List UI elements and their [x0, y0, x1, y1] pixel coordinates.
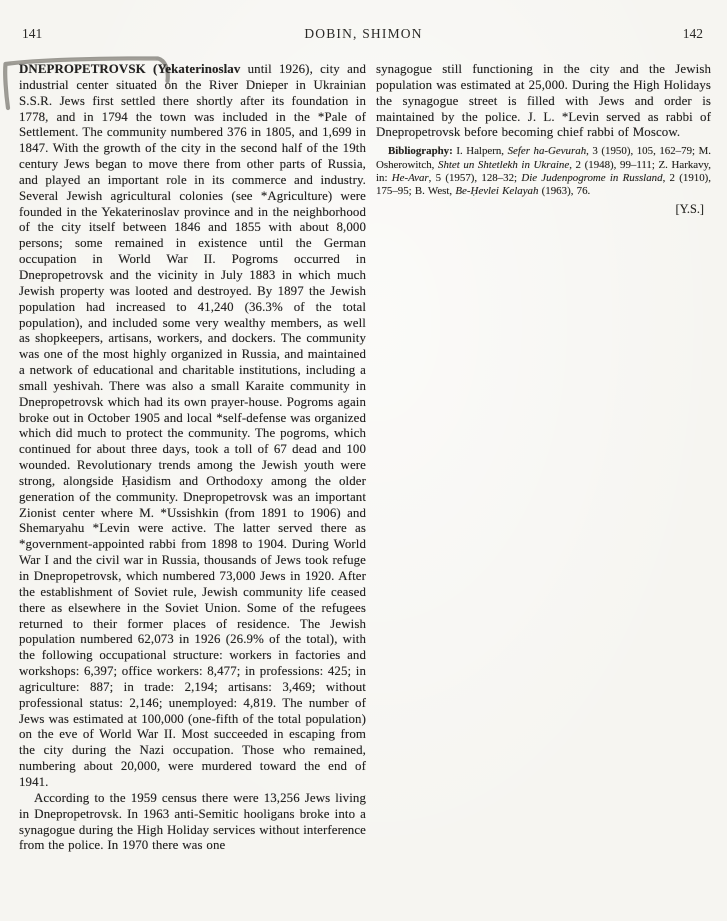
article-continuation: synagogue still functioning in the city and the Jewish population was estimated at 25,000. During the High Holidays the synagogue street is filled with Jews and order is maintained by the police. J. L. *Levin served as rabbi of Dnepropetrovsk before becoming chief rabbi of Moscow. — [376, 62, 711, 140]
text-segment: (1963), 76. — [538, 185, 591, 198]
article-paragraph-2: According to the 1959 census there were 13,256 Jews living in Dnepropetrovsk. In 1963 anti-Semitic hooligans broke into a synagogue during the High Holiday services without interference from the police. In 1970 there was one — [19, 790, 366, 853]
text-segment: , 2 (1948), 99–111; Z. Harkavy, in: — [376, 158, 711, 185]
right-column — [376, 62, 711, 854]
text-segment: Sefer ha-Gevurah — [507, 145, 587, 158]
pencil-bracket-texture2 — [6, 68, 7, 102]
text-segment: until 1926), city and industrial center situated on the River Dnieper in Ukrainian S.S.R. Jews first settled there shortly after its foundation in 1778, and in 1794 the town was included in the *Pale of Settlement. The community numbered 376 in 1805, and 1,699 in 1847. With the growth of the city in the second half of the 19th century Jews began to move there from other parts of Russia, and played an important role in its commerce and industry. Several Jewish agricultural colonies (see *Agriculture) were founded in the Yekaterinoslav province and in the neighborhood of the city itself between 1846 and 1855 with about 8,000 persons; some remained in existence until the German occupation in World War II. Pogroms occurred in Dnepropetrovsk and the vicinity in July 1883 in which much Jewish property was looted and destroyed. By 1897 the Jewish population had increased to 41,240 (36.3% of the total population), and included some very wealthy members, as well as shopkeepers, artisans, workers, and dockers. The community was one of the most highly organized in Russia, and maintained a network of educational and charitable institutions, including a small yeshivah. There was also a small Karaite community in Dnepropetrovsk which had its own prayer-house. Pogroms again broke out in October 1905 and local *self-defense was organized which did much to protect the community. The pogroms, which continued for about three days, took a toll of 67 dead and 100 wounded. Revolutionary trends among the Jewish youth were strong, alongside Ḥasidism and Orthodoxy among the older generation of the community. Dnepropetrovsk was an important Zionist center where M. *Ussishkin (from 1891 to 1906) and Shemaryahu *Levin were active. The latter served there as *government-appointed rabbi from 1898 to 1904. During World War I and the civil war in Russia, thousands of Jews took refuge in Dnepropetrovsk, which numbered 73,000 Jews in 1920. After the establishment of Soviet rule, Jewish community life ceased there as elsewhere in the Soviet Union. Some of the refugees returned to their former places of residence. The Jewish population numbered 62,073 in 1926 (26.9% of the total), with the following occupational structure: workers in factories and workshops: 6,397; office workers: 8,477; in professions: 425; in agriculture: 887; in trade: 2,194; artisans: 3,469; without professional status: 2,146; unemployed: 4,819. The number of Jews was estimated at 100,000 (one-fifth of the total population) on the eve of World War II. Most succeeded in escaping from the city during the Nazi occupation. Those who remained, numbering about 20,000, were murdered toward the end of 1941. — [19, 62, 366, 789]
text-segment: Be-Ḥevlei Kelayah — [455, 185, 539, 198]
running-title: DOBIN, SHIMON — [304, 26, 423, 41]
text-segment: I. Halpern, — [456, 145, 508, 158]
running-head — [0, 26, 727, 44]
left-column — [19, 62, 366, 854]
author-initials: [Y.S.] — [675, 201, 704, 216]
text-segment: DNEPROPETROVSK (Yekaterinoslav — [19, 62, 248, 76]
text-segment: , 2 (1910), 175–95; B. West, — [376, 172, 712, 198]
text-segment: , 5 (1957), 128–32; — [428, 172, 522, 185]
page-number-left: 141 — [22, 26, 43, 41]
text-segment: Bibliography: — [388, 145, 457, 158]
page-number-right: 142 — [682, 26, 703, 41]
text-segment: He-Avar — [391, 172, 429, 185]
two-column-layout — [19, 62, 711, 854]
text-segment: , 3 (1950), 105, 162–79; M. Osherowitch, — [376, 145, 711, 171]
text-segment: Shtet un Shtetlekh in Ukraine — [438, 158, 570, 171]
article-paragraph-1 — [19, 62, 366, 791]
text-segment: Die Judenpogrome in Russland — [521, 172, 663, 185]
bibliography — [376, 145, 711, 199]
